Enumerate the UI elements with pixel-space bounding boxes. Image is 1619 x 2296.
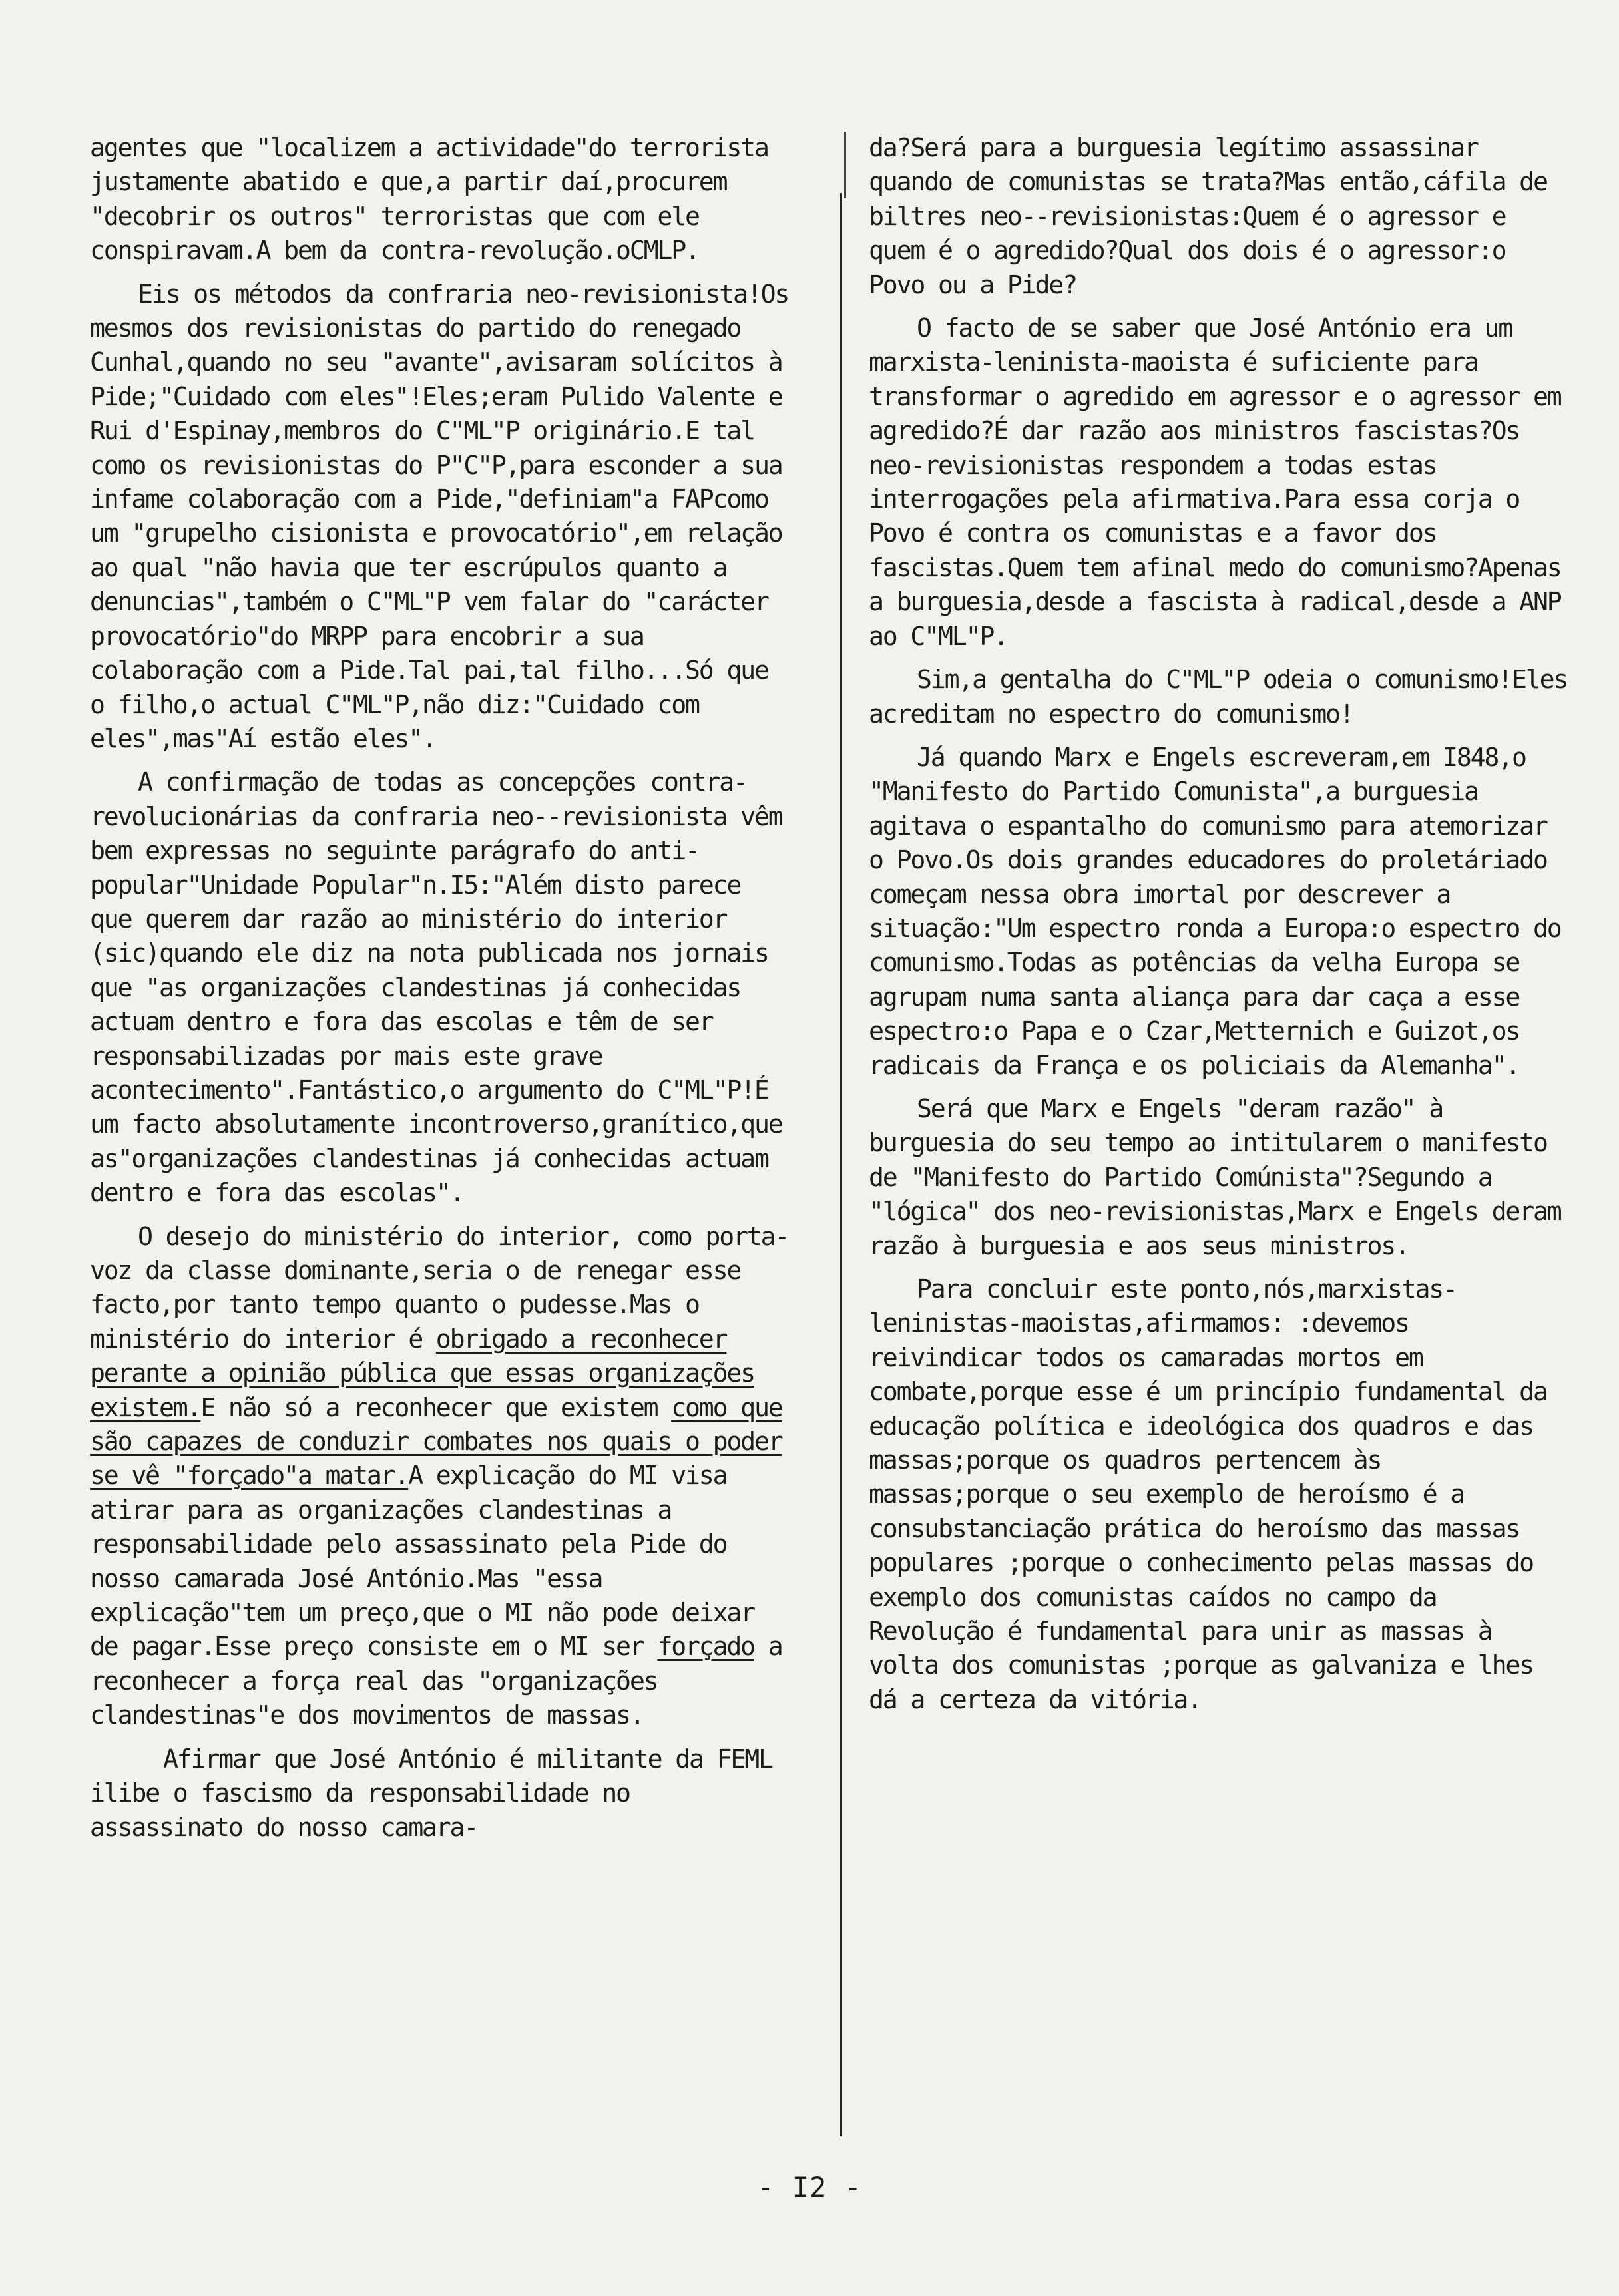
- column-divider-top: [844, 132, 846, 198]
- text-run: A explicação do MI visa atirar para as organizações clandestinas a responsabilidade pelo assassinato pela Pide do nosso camarada José António.Mas "essa explicação"tem um preço,que o MI não pode deixar de pagar.Esse preço consiste em o MI ser: [90, 1461, 754, 1662]
- paragraph: da?Será para a burguesia legítimo assassinar quando de comunistas se trata?Mas então,cáfila de biltres neo--revisionistas:Quem é o agressor e quem é o agredido?Qual dos dois é o agressor:o Povo ou a Pide?: [869, 134, 1547, 300]
- paragraph: A confirmação de todas as concepções contra-revolucionárias da confraria neo--revisionista vêm bem expressas no seguinte parágrafo do anti-popular"Unidade Popular"n.I5:"Além disto parece que querem dar razão ao ministério do interior (sic)quando ele diz na nota publicada nos jornais que "as organizações clandestinas já conhecidas actuam dentro e fora das escolas e têm de ser responsabilizadas por mais este grave acontecimento".Fantástico,o argumento do C"ML"P!É um facto absolutamente incontroverso,granítico,que as"organizações clandestinas já conhecidas actuam dentro e fora das escolas".: [90, 768, 782, 1209]
- text-run: E não só a reconhecer que existem: [200, 1393, 672, 1423]
- paragraph: [90, 1221, 789, 1734]
- right-column: [869, 132, 1568, 1727]
- page-number: - I2 -: [757, 2171, 862, 2203]
- underlined-text: como que são capazes de conduzir combates nos quais o poder se vê "forçado"a matar.: [90, 1393, 782, 1491]
- paragraph: O facto de se saber que José António era um marxista-leninista-maoista é suficiente para transformar o agredido em agressor e o agressor em agredido?É dar razão aos ministros fascistas?Os neo-revisionistas respondem a todas estas interrogações pela afirmativa.Para essa corja o Povo é contra os comunistas e a favor dos fascistas.Quem tem afinal medo do comunismo?Apenas a burguesia,desde a fascista à radical,desde a ANP ao C"ML"P.: [869, 314, 1561, 652]
- paragraph: Para concluir este ponto,nós,marxistas-leninistas-maoistas,afirmamos: :devemos reivindicar todos os camaradas mortos em combate,porque esse é um princípio fundamental da educação política e ideológica dos quadros e das massas;porque os quadros pertencem às massas;porque o seu exemplo de heroísmo é a consubstanciação prática do heroísmo das massas populares ;porque o conhecimento pelas massas do exemplo dos comunistas caídos no campo da Revolução é fundamental para unir as massas à volta dos comunistas ;porque as galvaniza e lhes dá a certeza da vitória.: [869, 1275, 1547, 1715]
- text-run: a reconhecer a força real das "organizações clandestinas"e dos movimentos de massas.: [90, 1632, 782, 1731]
- paragraph: agentes que "localizem a actividade"do terrorista justamente abatido e que,a partir daí,procurem "decobrir os outros" terroristas que com ele conspiravam.A bem da contra-revolução.oCMLP.: [90, 134, 768, 266]
- underlined-text: forçado: [657, 1632, 754, 1662]
- paragraph: Sim,a gentalha do C"ML"P odeia o comunismo!Eles acreditam no espectro do comunismo!: [869, 666, 1568, 729]
- underlined-text: obrigado a reconhecer perante a opinião pública que essas organizações existem.: [90, 1324, 754, 1423]
- paragraph: Afirmar que José António é militante da FEML ilibe o fascismo da responsabilidade no assassinato do nosso camara-: [90, 1744, 772, 1843]
- column-divider: [840, 193, 842, 2136]
- paragraph: Eis os métodos da confraria neo-revisionista!Os mesmos dos revisionistas do partido do renegado Cunhal,quando no seu "avante",avisaram solícitos à Pide;"Cuidado com eles"!Eles;eram Pulido Valente e Rui d'Espinay,membros do C"ML"P originário.E tal como os revisionistas do P"C"P,para esconder a sua infame colaboração com a Pide,"definiam"a FAPcomo um "grupelho cisionista e provocatório",em relação ao qual "não havia que ter escrúpulos quanto a denuncias",também o C"ML"P vem falar do "carácter provocatório"do MRPP para encobrir a sua colaboração com a Pide.Tal pai,tal filho...Só que o filho,o actual C"ML"P,não diz:"Cuidado com eles",mas"Aí estão eles".: [90, 280, 789, 754]
- paragraph: Já quando Marx e Engels escreveram,em I848,o "Manifesto do Partido Comunista",a burguesia agitava o espantalho do comunismo para atemorizar o Povo.Os dois grandes educadores do proletáriado começam nessa obra imortal por descrever a situação:"Um espectro ronda a Europa:o espectro do comunismo.Todas as potências da velha Europa se agrupam numa santa aliança para dar caça a esse espectro:o Papa e o Czar,Metternich e Guizot,os radicais da França e os policiais da Alemanha".: [869, 743, 1561, 1081]
- paragraph: Será que Marx e Engels "deram razão" à burguesia do seu tempo ao intitularem o manifesto de "Manifesto do Partido Comúnista"?Segundo a "lógica" dos neo-revisionistas,Marx e Engels deram razão à burguesia e aos seus ministros.: [869, 1094, 1561, 1261]
- text-run: O desejo do ministério do interior, como porta-voz da classe dominante,seria o de renegar esse facto,por tanto tempo quanto o pudesse.Mas o ministério do interior é: [90, 1222, 789, 1354]
- left-column: [90, 132, 789, 1855]
